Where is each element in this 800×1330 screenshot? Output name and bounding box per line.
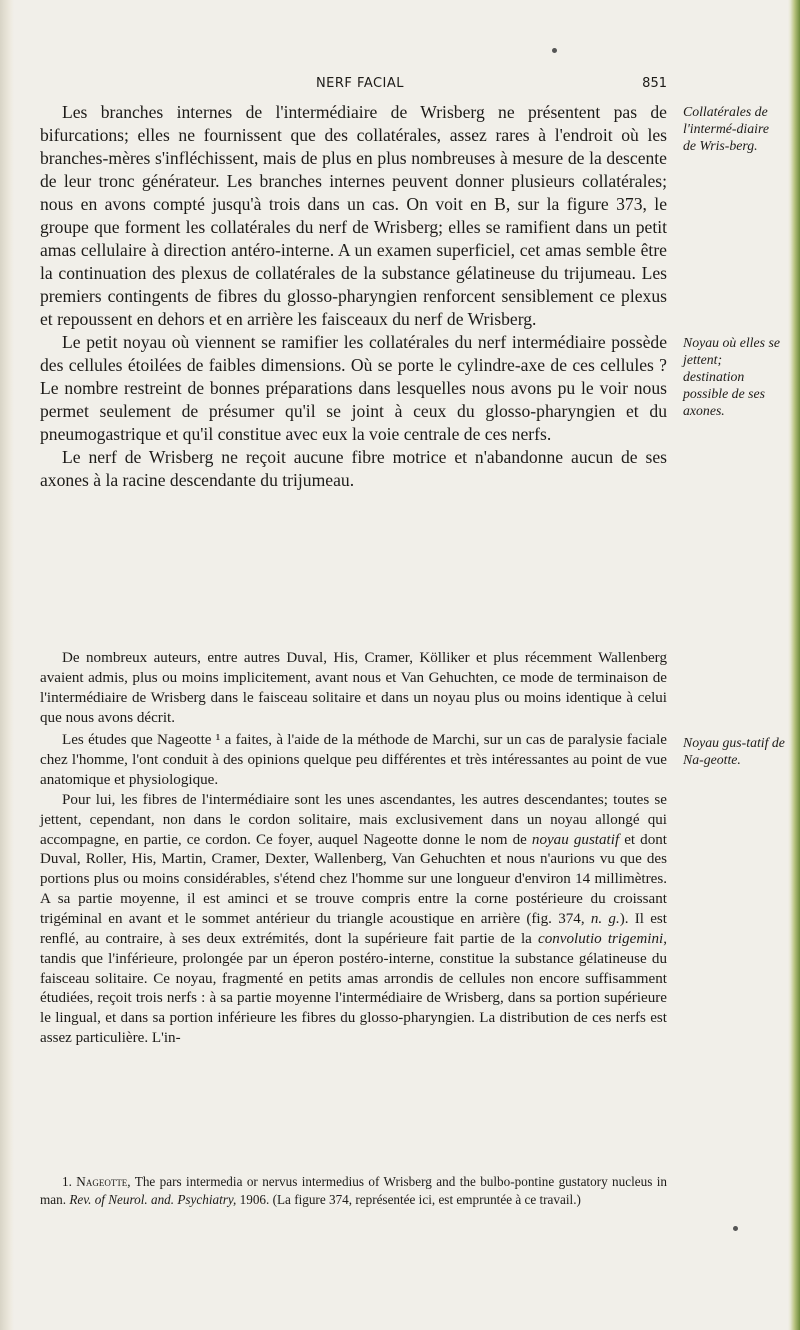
text-run: 1906. (La figure 374, représentée ici, est empruntée à ce travail.): [236, 1192, 581, 1207]
footnote-number: 1.: [62, 1174, 72, 1189]
text-run: ). Il est renflé, au contraire, à ses deux extrémités, dont la supérieure fait partie de la: [40, 910, 667, 947]
paragraph: De nombreux auteurs, entre autres Duval, His, Cramer, Kölliker et plus récemment Wallenberg avaient admis, plus ou moins implicitement, avant nous et Van Gehuchten, ce mode de terminaison de l'intermédiaire de Wrisberg dans le faisceau solitaire et dans un noyau plus ou moins identique à celui que nous avons décrit.: [40, 650, 667, 726]
paragraph: Les études que Nageotte ¹ a faites, à l'aide de la méthode de Marchi, sur un cas de paralysie faciale chez l'homme, l'ont conduit à des opinions quelque peu différentes et très intéressantes au point de vue anatomique et physiologique.: [40, 732, 667, 789]
text-run: The pars intermedia or nervus intermedius of Wrisberg and the bulbo-pontine gustatory nucleus in man.: [40, 1174, 667, 1207]
footnote-author: Nageotte,: [76, 1174, 131, 1189]
margin-note-noyau-gustatif: Noyau gus-tatif de Na-geotte.: [683, 735, 785, 767]
page-left-edge: [0, 0, 14, 1330]
main-text-large: [40, 101, 667, 492]
paragraph: [40, 791, 667, 1049]
margin-note-noyau: Noyau où elles se jettent; destination possible de ses axones.: [683, 335, 780, 418]
running-title: NERF FACIAL: [315, 76, 405, 91]
page-right-edge: [788, 0, 800, 1330]
text-run: Pour lui, les fibres de l'intermédiaire sont les unes ascendantes, les autres descendantes; toutes se jettent, cependant, non dans le cordon solitaire, mais exclusivement dans un noyau allongé qui accompagne, en partie, ce cordon. Ce foyer, auquel Nageotte donne le nom de: [40, 791, 667, 848]
running-head: [40, 76, 680, 94]
page-number: 851: [642, 76, 667, 91]
ink-speck: [733, 1226, 738, 1231]
paragraph: Le nerf de Wrisberg ne reçoit aucune fibre motrice et n'abandonne aucun de ses axones à la racine descendante du trijumeau.: [40, 447, 667, 490]
main-text-small: [40, 649, 667, 1049]
paragraph: Le petit noyau où viennent se ramifier les collatérales du nerf intermédiaire possède des cellules étoilées de faibles dimensions. Où se porte le cylindre-axe de ces cellules ? Le nombre restreint de bonnes préparations dans lesquelles nous avons pu le voir nous permet seulement de présumer qu'il se joint à ceux du glosso-pharyngien et du pneumogastrique et qu'il constitue avec eux la voie centrale de ces nerfs.: [40, 332, 667, 444]
margin-note-collaterales: Collatérales de l'intermé-diaire de Wris-berg.: [683, 104, 769, 153]
italic-term: noyau gustatif: [531, 831, 620, 848]
italic-term: convolutio trigemini: [538, 930, 664, 947]
paragraph: Les branches internes de l'intermédiaire de Wrisberg ne présentent pas de bifurcations; elles ne fournissent que des collatérales, assez rares à l'endroit où les branches-mères s'infléchissent, mais de plus en plus nombreuses à mesure de la descente de leur tronc générateur. Les branches internes peuvent donner plusieurs collatérales; nous en avons compté jusqu'à trois dans un cas. On voit en B, sur la figure 373, le groupe que forment les collatérales du nerf de Wrisberg; elles se ramifient dans un petit amas cellulaire à direction antéro-interne. A un examen superficiel, cet amas semble être la continuation des plexus de collatérales de la substance gélatineuse du trijumeau. Les premiers contingents de fibres du glosso-pharyngien renforcent sensiblement ce plexus et repoussent en dehors et en arrière les faisceaux du nerf de Wrisberg.: [40, 102, 667, 329]
italic-term: n. g.: [590, 910, 620, 927]
footnote-text: [40, 1173, 667, 1209]
footnote: [40, 1173, 667, 1209]
text-run: , tandis que l'inférieure, prolongée par un éperon postéro-interne, constitue la substance gélatineuse du faisceau solitaire. Ce noyau, fragmenté en petits amas arrondis de cellules non encore suffisamment étudiées, reçoit trois nerfs : à sa partie moyenne l'intermédiaire de Wrisberg, dans sa portion supérieure le lingual, et dans sa portion inférieure les fibres du glosso-pharyngien. La distribution de ces nerfs est assez particulière. L'in-: [40, 930, 667, 1047]
journal-title: Rev. of Neurol. and. Psychiatry,: [69, 1192, 237, 1207]
ink-speck: [552, 48, 557, 53]
text-run: et dont Duval, Roller, His, Martin, Cramer, Dexter, Wallenberg, Van Gehuchten et nous n'aurions vu que des portions plus ou moins considérables, s'étend chez l'homme sur une longueur d'environ 14 millimètres. A sa partie moyenne, il est aminci et se trouve compris entre la corne postérieure du croissant trigéminal en avant et le sommet antérieur du triangle acoustique en arrière (fig. 374,: [40, 831, 668, 927]
